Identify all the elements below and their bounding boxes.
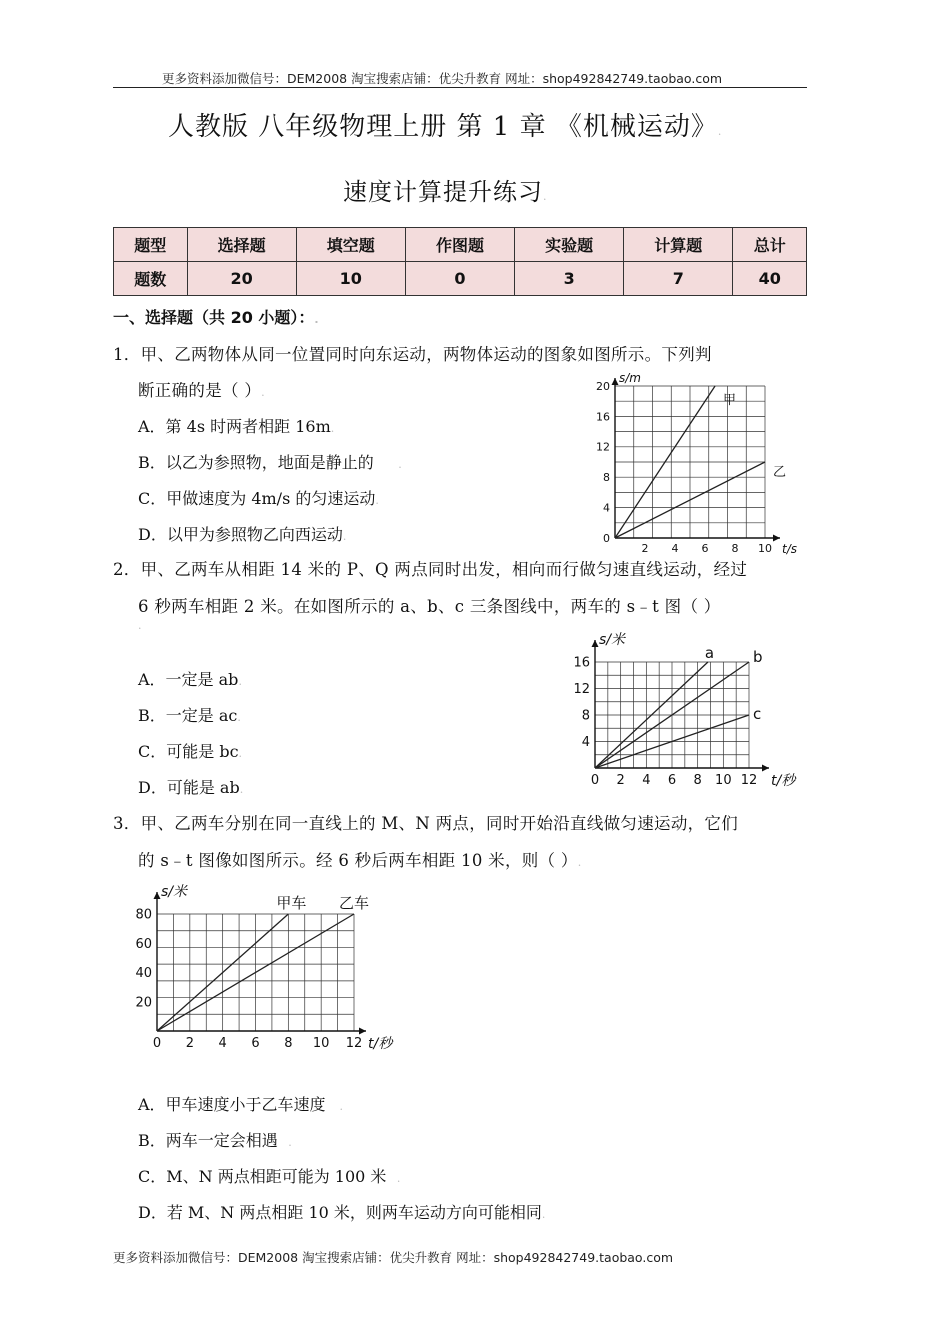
y-axis-arrow: [592, 640, 599, 647]
y-tick-label: 20: [596, 379, 610, 393]
question-1-stem-line-1: 1．甲、乙两物体从同一位置同时向东运动，两物体运动的图象如图所示。下列判: [113, 345, 712, 364]
y-axis-arrow: [612, 378, 619, 385]
x-axis-arrow: [359, 1028, 366, 1035]
y-tick-label: 8: [603, 471, 610, 485]
question-1-stem-line-2: 断正确的是（ ）.: [138, 381, 265, 400]
y-tick-label: 4: [581, 735, 590, 751]
y-tick-label: 0: [603, 531, 610, 545]
y-tick-label: 80: [135, 907, 152, 923]
question-3-option-a: A．甲车速度小于乙车速度 .: [138, 1095, 344, 1114]
x-tick-label: 4: [671, 542, 679, 555]
question-1-option-d: D．以甲为参照物乙向西运动.: [138, 525, 347, 544]
summary-table: [113, 227, 807, 296]
question-3-stem-line-1: 3．甲、乙两车分别在同一直线上的 M、N 两点，同时开始沿直线做匀速运动，它们: [113, 814, 739, 833]
table-header-cell: 作图题: [405, 228, 514, 262]
page-subtitle: 速度计算提升练习.: [343, 178, 548, 206]
table-cell: 0: [405, 262, 514, 296]
series-label: a: [704, 644, 715, 662]
y-tick-label: 4: [603, 501, 610, 515]
table-cell: 7: [624, 262, 733, 296]
x-axis-label: t/s: [782, 542, 797, 556]
table-cell: 3: [515, 262, 624, 296]
question-1-option-c: C．甲做速度为 4m/s 的匀速运动.: [138, 489, 379, 508]
table-header-cell: 总计: [733, 228, 807, 262]
question-3-option-b: B．两车一定会相遇 .: [138, 1131, 292, 1150]
table-header-cell: 实验题: [515, 228, 624, 262]
x-axis-label: t/秒: [368, 1036, 393, 1052]
series-label: 甲: [723, 393, 737, 408]
x-tick-label: 4: [642, 773, 651, 788]
summary-table-count-row: [114, 262, 807, 296]
x-tick-label: 4: [218, 1036, 227, 1051]
x-tick-label: 0: [152, 1036, 162, 1051]
question-2-option-d: D．可能是 ab.: [138, 778, 244, 797]
table-header-cell: 选择题: [187, 228, 296, 262]
question-2-stem-line-1: 2．甲、乙两车从相距 14 米的 P、Q 两点同时出发，相向而行做匀速直线运动，经过: [113, 560, 748, 579]
section-title: 一、选择题（共 20 小题）：.: [113, 308, 319, 327]
x-tick-label: 12: [740, 773, 758, 788]
y-axis-label: s/米: [161, 884, 188, 900]
series-label: c: [753, 705, 762, 723]
series-label: 乙车: [339, 894, 370, 912]
x-tick-label: 6: [251, 1036, 260, 1051]
y-tick-label: 12: [596, 440, 610, 454]
x-tick-label: 8: [693, 773, 702, 788]
y-tick-label: 40: [135, 966, 152, 982]
x-tick-label: 6: [701, 542, 709, 555]
question-1-option-b: B．以乙为参照物，地面是静止的 .: [138, 453, 402, 472]
x-tick-label: 8: [731, 542, 739, 555]
page-header: 更多资料添加微信号：DEM2008 淘宝搜索店铺：优尖升教育 网址：shop492842749.taobao.com: [162, 71, 723, 86]
paragraph-mark: .: [138, 619, 142, 632]
question-2-option-a: A．一定是 ab.: [138, 670, 242, 689]
table-cell: 40: [733, 262, 807, 296]
header-rule: [113, 87, 807, 88]
x-axis-label: t/秒: [771, 773, 796, 789]
question-1-chart: [585, 362, 810, 557]
question-2-stem-line-2: 6 秒两车相距 2 米。在如图所示的 a、b、c 三条图线中，两车的 s﹣t 图（ ）: [138, 597, 721, 616]
question-3-option-d: D．若 M、N 两点相距 10 米，则两车运动方向可能相同.: [138, 1203, 546, 1222]
table-header-cell: 计算题: [624, 228, 733, 262]
question-2-chart: [555, 613, 800, 795]
question-3-chart: [120, 878, 400, 1063]
table-header-cell: 题型: [114, 228, 188, 262]
y-tick-label: 20: [135, 995, 152, 1011]
table-cell: 题数: [114, 262, 188, 296]
y-axis-arrow: [154, 892, 161, 899]
question-3-option-c: C．M、N 两点相距可能为 100 米 .: [138, 1167, 401, 1186]
x-tick-label: 10: [715, 773, 732, 788]
x-tick-label: 12: [345, 1036, 363, 1051]
y-axis-label: s/m: [619, 371, 641, 385]
table-cell: 20: [187, 262, 296, 296]
page-title: 人教版 八年级物理上册 第 1 章 《机械运动》.: [168, 112, 723, 142]
x-tick-label: 8: [284, 1036, 293, 1051]
x-axis-arrow: [762, 765, 769, 772]
x-tick-label: 2: [616, 773, 625, 788]
question-2-option-c: C．可能是 bc.: [138, 742, 243, 761]
series-label: b: [753, 648, 763, 666]
y-tick-label: 8: [581, 708, 590, 724]
y-tick-label: 12: [573, 682, 590, 698]
table-cell: 10: [296, 262, 405, 296]
x-tick-label: 10: [312, 1036, 330, 1051]
question-3-stem-line-2: 的 s﹣t 图像如图所示。经 6 秒后两车相距 10 米，则（ ）.: [138, 851, 582, 870]
y-tick-label: 60: [135, 936, 152, 952]
y-tick-label: 16: [573, 655, 590, 671]
series-label: 甲车: [276, 894, 307, 912]
page-footer: 更多资料添加微信号：DEM2008 淘宝搜索店铺：优尖升教育 网址：shop492842749.taobao.com: [113, 1250, 674, 1265]
x-tick-label: 6: [667, 773, 677, 788]
y-tick-label: 16: [596, 410, 610, 424]
x-axis-arrow: [773, 535, 780, 542]
question-2-option-b: B．一定是 ac.: [138, 706, 241, 725]
x-tick-label: 2: [641, 542, 649, 555]
x-tick-label: 0: [590, 773, 600, 788]
x-tick-label: 10: [758, 542, 772, 555]
table-header-cell: 填空题: [296, 228, 405, 262]
summary-table-header-row: [114, 228, 807, 262]
x-tick-label: 2: [185, 1036, 194, 1051]
series-label: 乙: [773, 465, 787, 480]
y-axis-label: s/米: [599, 632, 626, 648]
question-1-option-a: A．第 4s 时两者相距 16m.: [138, 417, 335, 436]
